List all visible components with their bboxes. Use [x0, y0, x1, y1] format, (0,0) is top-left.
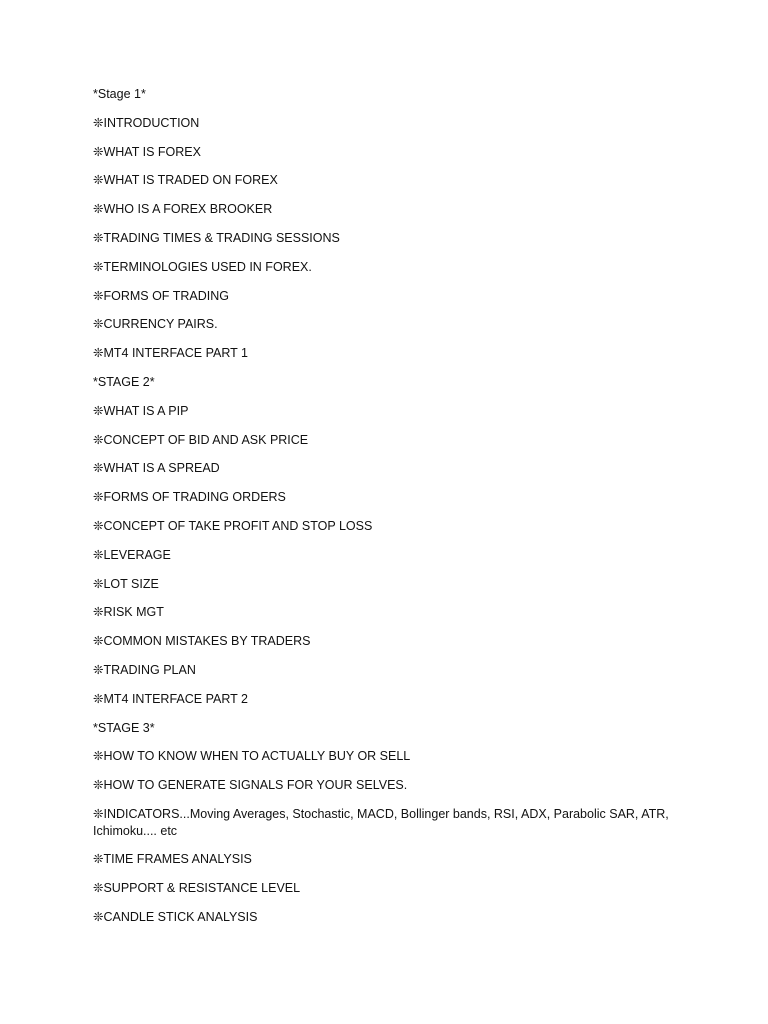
list-item: ❊WHAT IS TRADED ON FOREX: [93, 173, 278, 188]
list-item: ❊RISK MGT: [93, 605, 164, 620]
list-item: ❊TRADING TIMES & TRADING SESSIONS: [93, 230, 340, 245]
list-item: ❊MT4 INTERFACE PART 1: [93, 346, 248, 361]
list-item: ❊INTRODUCTION: [93, 115, 200, 130]
list-item: ❊WHAT IS FOREX: [93, 144, 201, 159]
list-item: ❊HOW TO GENERATE SIGNALS FOR YOUR SELVES.: [93, 778, 408, 793]
stage-heading: *Stage 1*: [93, 87, 146, 101]
list-item: ❊LOT SIZE: [93, 576, 159, 591]
list-item: ❊HOW TO KNOW WHEN TO ACTUALLY BUY OR SELL: [93, 749, 411, 764]
list-item: ❊COMMON MISTAKES BY TRADERS: [93, 634, 311, 649]
document-page: [93, 86, 693, 937]
list-item: ❊CONCEPT OF TAKE PROFIT AND STOP LOSS: [93, 518, 373, 533]
list-item: ❊SUPPORT & RESISTANCE LEVEL: [93, 880, 301, 895]
list-item: ❊CURRENCY PAIRS.: [93, 317, 218, 332]
list-item: ❊WHAT IS A PIP: [93, 403, 189, 418]
list-item: ❊WHO IS A FOREX BROOKER: [93, 202, 273, 217]
list-item: ❊FORMS OF TRADING: [93, 288, 229, 303]
list-item: ❊FORMS OF TRADING ORDERS: [93, 490, 286, 505]
list-item: ❊TERMINOLOGIES USED IN FOREX.: [93, 259, 312, 274]
list-item: ❊TRADING PLAN: [93, 662, 196, 677]
list-item: ❊WHAT IS A SPREAD: [93, 461, 220, 476]
list-item: ❊CANDLE STICK ANALYSIS: [93, 909, 258, 924]
stage-heading: *STAGE 2*: [93, 374, 155, 389]
list-item: ❊LEVERAGE: [93, 547, 171, 562]
list-item: ❊MT4 INTERFACE PART 2: [93, 691, 248, 706]
list-item: ❊TIME FRAMES ANALYSIS: [93, 851, 252, 866]
list-item: ❊INDICATORS...Moving Averages, Stochastic, MACD, Bollinger bands, RSI, ADX, Parabolic SAR, ATR, Ichimoku.... etc: [93, 806, 673, 838]
stage-heading: *STAGE 3*: [93, 720, 155, 735]
list-item: ❊CONCEPT OF BID AND ASK PRICE: [93, 432, 309, 447]
